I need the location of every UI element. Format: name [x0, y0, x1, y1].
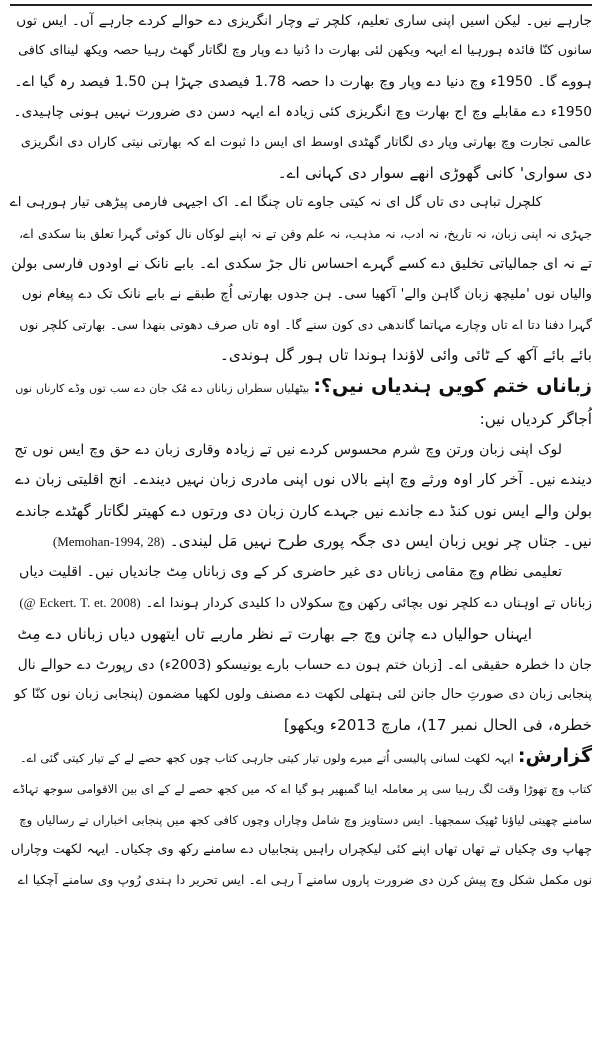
paragraph-1: [10, 6, 592, 188]
text-line: نوں مکمل شکل وچ پیش کرن دی ضرورت پاروں سامنے آ رہی اے۔ ایس تحریر دا ہندی رُوپ وی سامنے آچکیا اے: [17, 873, 592, 888]
text-line: [10, 526, 592, 557]
citation: (Memohan-1994, 28): [52, 533, 165, 549]
text-line: جہڑی نہ اپنی زبان، نہ تاریخ، نہ ادب، نہ مذہب، نہ علم وفن تے نہ اپنے لوکاں نال کوئی گہرا تعلق بنا سکدی اے،: [19, 226, 592, 241]
text-line: بائے بائے آکھ کے ٹائی وائی لاؤندا ہوندا تاں ہور گل ہوندی۔: [219, 346, 592, 365]
citation: (@ Eckert. T. et. 2008): [19, 594, 141, 610]
paragraph-4: [10, 435, 592, 558]
text-line: عالمی تجارت وچ بھارتی وپار دی لگاتار گھٹدی اوسط ای ایس دا ثبوت اے کہ بھارتی نیتی کاراں دی انگریزی: [20, 134, 592, 150]
text-line: والیاں نوں 'ملیچھ زبان گاہن والے' آکھیا سی۔ ہن جدوں بھارتی اُچ طبقے نے بابے نانک تک دے پیغام نوں: [21, 286, 592, 302]
paragraph-5: [10, 557, 592, 619]
text-line: سانوں کنّا فائدہ ہورہیا اے ایہہ ویکھن لئی بھارت دا دُنیا دے وپار وچ لگاتار گھٹ رہیا حصہ ویکھ لیناای کافی: [18, 43, 592, 59]
text-run: نیں۔ جتاں چر نویں زبان ایس دی جگہ پوری طرح نہیں مَل لیندی۔: [169, 531, 592, 550]
text-line: دی سواری' کانی گھوڑی انھے سوار دی کہانی اے۔: [277, 164, 592, 183]
text-line: 1950ء دے مقابلے وچ اج بھارت وچ انگریزی کئی زیادہ اے ایہہ دسن دی ضرورت نہیں ہونی چاہیدی۔: [13, 104, 592, 121]
text-line: اُجاگر کردیاں نیں:: [479, 410, 592, 429]
text-line: کتاب وچ تھوڑا وقت لگ رہیا سی پر معاملہ اینا گمبھیر ہو گیا اے کہ میں کجھ حصے لے کے ای بین الاقوامی سوجھ تہاڈے: [12, 782, 592, 797]
text-line: خطرہ، فی الحال نمبر 17)، مارچ 2013ء ویکھو]: [283, 716, 592, 735]
paragraph-2: [10, 188, 592, 370]
text-line: جارہے نیں۔ لیکن اسیں اپنی ساری تعلیم، کلچر تے وچار انگریزی دے حوالے کردے جارہے آں۔ ایس توں: [16, 13, 592, 29]
paragraph-3: [10, 371, 592, 435]
document-body: [10, 6, 592, 896]
text-line: چھاپ وی چکیاں تے تھاں تھاں اپنے کئی لیکچراں راہیں پنجابیاں دے سامنے رکھ وی چکیاں۔ ایہہ لکھت وچاراں: [10, 841, 592, 857]
document-page: [0, 4, 600, 1048]
text-run: ایہہ لکھت لسانی پالیسی اُتے میرے ولوں تیار کیتی جارہی کتاب چوں کجھ حصے لے کے تیار کیتی گئی اے۔: [19, 751, 514, 765]
section-heading: گزارش:: [517, 744, 592, 767]
text-line: بولن والے ایس نوں کنڈ دے جاندے نیں جہدے کارن زبان دی ورتوں دے کھیتر لگاتار گھٹدے جاندے: [15, 501, 592, 520]
text-line: لوک اپنی زبان ورتن وچ شرم محسوس کردے نیں تے زیادہ وقاری زبان دے حق وچ ایس نوں تج: [14, 441, 562, 458]
text-line: ہووے گا۔ 1950ء وچ دنیا دے وپار وچ بھارت دا حصہ 1.78 فیصدی جہڑا ہن 1.50 فیصد رہ گیا اے۔: [14, 73, 592, 90]
text-line: سامنے چھیتی لیاؤنا ٹھیک سمجھیا۔ ایس دستاویز وچ شامل وچاراں وچوں کافی کجھ میں پنجابی اخباراں تے رسالیاں وچ: [19, 812, 592, 827]
paragraph-7: [10, 741, 592, 896]
text-line: [10, 588, 592, 619]
text-line: پنجابی زبان دی صورتِ حال جانن لئی ہتھلی لکھت دے مصنف ولوں لکھیا مضمون (پنجابی زبان نوں کنّا کو: [14, 686, 592, 702]
text-line: تعلیمی نظام وچ مقامی زباناں دی غیر حاضری کر کے وی زباناں مِٹ جاندیاں نیں۔ اقلیت دیاں: [19, 564, 562, 581]
text-line: [10, 741, 592, 774]
text-run: زباناں تے اوہناں دے کلچر نوں بچائی رکھن وچ سکولاں دا کلیدی کردار ہوندا اے۔: [145, 595, 592, 611]
text-line: [10, 371, 592, 404]
section-heading: زباناں ختم کویں ہندیاں نیں؟:: [313, 374, 592, 397]
text-run: بیٹھلیاں سطراں زباناں دے مُک جان دے سب توں وڈے کارناں نوں: [15, 381, 310, 395]
text-line: گہرا دفنا دتا اے تاں وچارے مہاتما گاندھی دی کون سنے گا۔ اوہ تاں صرف دھوتی بنھدا سی۔ بھارتی کلچر نوں: [19, 317, 592, 333]
text-line: دیندے نیں۔ آخر کار اوہ ورثے وچ اپنے بالاں نوں اپنی مادری زبان نہیں دیندے۔ انج اقلیتی زبان دے: [15, 471, 592, 489]
text-line: تے نہ ای جمالیاتی تخلیق دے کسے گہرے احساس نال جڑ سکدی اے۔ بابے نانک نے اودوں فارسی بولن: [11, 256, 592, 273]
text-line: کلچرل تباہی دی تاں گل ای نہ کیتی جاوے تاں چنگا اے۔ اک اجیہی فارمی پیڑھی تیار ہورہی اے: [9, 195, 542, 211]
text-line: ایہناں حوالیاں دے چانن وچ جے بھارت تے نظر ماریے تاں ایتھوں دیاں زباناں دے مِٹ: [17, 625, 532, 644]
paragraph-6: [10, 619, 592, 741]
text-line: جان دا خطرہ حقیقی اے۔ [زبان ختم ہون دے حساب بارے یونیسکو (2003ء) دی رپورٹ دے حوالے نال: [17, 656, 592, 673]
